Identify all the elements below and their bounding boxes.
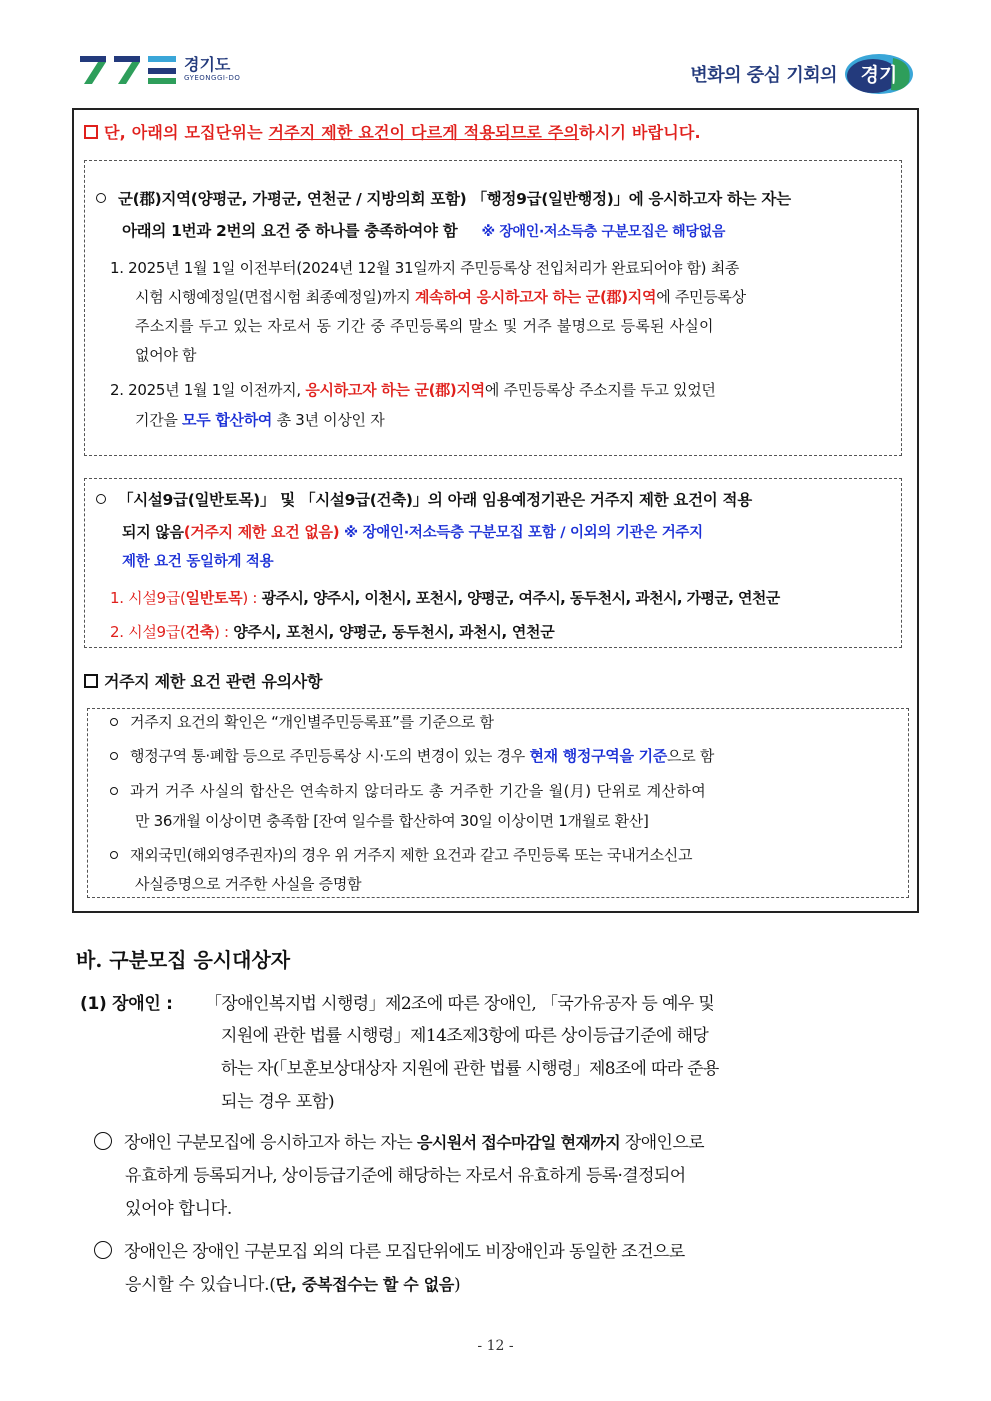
notes-heading: 거주지 제한 요건 관련 유의사항 [84,672,322,692]
disabled-definition-line2: 지원에 관한 법률 시행령」제14조제3항에 따른 상이등급기준에 해당 [221,1026,709,1046]
note-4-line1: 재외국민(해외영주권자)의 경우 위 거주지 제한 요건과 같고 주민등록 또는 국내거소신고 [110,845,692,865]
circle-bullet-icon [110,851,118,859]
circle-bullet-icon [110,752,118,760]
disabled-definition-line1: 「장애인복지법 시행령」제2조에 따른 장애인, 「국가유공자 등 예우 및 [205,994,715,1014]
box2-item2: 2. 시설9급(건축) : 양주시, 포천시, 양평군, 동두천시, 과천시, 연천군 [110,623,555,641]
paragraph-2-line2: 응시할 수 있습니다.(단, 중복접수는 할 수 없음) [125,1275,461,1295]
circle-bullet-icon [110,718,118,726]
note-3-line1: 과거 거주 사실의 합산은 연속하지 않더라도 총 거주한 기간을 월(月) 단위로 계산하여 [110,781,706,801]
box2-line2: 되지 않음(거주지 제한 요건 없음) ※ 장애인·저소득층 구분모집 포함 / 이외의 기관은 거주지 [122,523,703,541]
page-number: - 12 - [477,1338,514,1354]
page-header [0,0,991,100]
box2-item1: 1. 시설9급(일반토목) : 광주시, 양주시, 이천시, 포천시, 양평군, 여주시, 동두천시, 과천시, 가평군, 연천군 [110,589,780,607]
logo-subtitle: GYEONGGI-DO [184,74,241,82]
circle-bullet-icon [94,1132,112,1150]
box2-line3: 제한 요건 동일하게 적용 [122,554,274,570]
circle-bullet-icon [94,1241,112,1259]
box1-item1-line2: 시험 시행예정일(면접시험 최종예정일)까지 계속하여 응시하고자 하는 군(郡)지역에 주민등록상 [135,288,746,306]
note-4-line2: 사실증명으로 거주한 사실을 증명함 [135,875,362,893]
box1-item2-line2: 기간을 모두 합산하여 총 3년 이상인 자 [135,411,385,429]
disabled-definition-line4: 되는 경우 포함) [221,1092,335,1112]
section-title: 바. 구분모집 응시대상자 [76,948,291,972]
paragraph-1-line1: 장애인 구분모집에 응시하고자 하는 자는 응시원서 접수마감일 현재까지 장애인으로 [94,1131,704,1155]
box1-intro-line2: 아래의 1번과 2번의 요건 중 하나를 충족하여야 함 ※ 장애인·저소득층 구분모집은 해당없음 [122,222,726,240]
paragraph-1-line3: 있어야 합니다. [125,1199,232,1219]
note-2: 행정구역 통·폐합 등으로 주민등록상 시·도의 변경이 있는 경우 현재 행정구역을 기준으로 함 [110,746,714,766]
notes-box [87,708,909,898]
slogan-badge-text: 경기 [860,64,898,86]
box1-item1-line3: 주소지를 두고 있는 자로서 동 기간 중 주민등록의 말소 및 거주 불명으로 등록된 사실이 [135,317,714,335]
logo-title: 경기도 [184,55,231,74]
paragraph-1-line2: 유효하게 등록되거나, 상이등급기준에 해당하는 자로서 유효하게 등록·결정되어 [125,1166,686,1186]
circle-bullet-icon [96,494,106,504]
slogan [690,52,915,96]
disabled-definition-line3: 하는 자(「보훈보상대상자 지원에 관한 법률 시행령」제8조에 따라 준용 [221,1059,719,1079]
disabled-definition-label: (1) 장애인 : [80,994,173,1014]
box1-item1-line1: 1. 2025년 1월 1일 이전부터(2024년 12월 31일까지 주민등록상 전입처리가 완료되어야 함) 최종 [110,259,740,277]
checkbox-square-icon [84,125,98,139]
box1-intro-note: ※ 장애인·저소득층 구분모집은 해당없음 [481,224,726,240]
box1-intro-line1: 군(郡)지역(양평군, 가평군, 연천군 / 지방의회 포함) 「행정9급(일반행정)」에 응시하고자 하는 자는 [96,189,791,209]
red-notice: 단, 아래의 모집단위는 거주지 제한 요건이 다르게 적용되므로 주의하시기 바랍니다. [84,120,904,143]
circle-bullet-icon [96,193,106,203]
checkbox-square-icon [84,674,98,688]
gyeonggi-logo-mark-icon [78,52,178,86]
box2-line1: 「시설9급(일반토목)」 및 「시설9급(건축)」의 아래 임용예정기관은 거주지 제한 요건이 적용 [96,490,752,510]
paragraph-2-line1: 장애인은 장애인 구분모집 외의 다른 모집단위에도 비장애인과 동일한 조건으로 [94,1240,685,1264]
note-3-line2: 만 36개월 이상이면 충족함 [잔여 일수를 합산하여 30일 이상이면 1개월로 환산] [135,812,649,830]
note-1: 거주지 요건의 확인은 “개인별주민등록표”를 기준으로 함 [110,712,494,732]
notice-underlined: 거주지 제한 요건이 다르게 적용되므로 주의 [268,123,580,142]
slogan-badge [843,52,915,96]
slogan-text: 변화의 중심 기회의 [690,65,837,86]
gyeonggi-logo [78,52,240,86]
box1-item1-line4: 없어야 함 [135,346,197,364]
box1-item2-line1: 2. 2025년 1월 1일 이전까지, 응시하고자 하는 군(郡)지역에 주민등록상 주소지를 두고 있었던 [110,381,716,399]
circle-bullet-icon [110,787,118,795]
